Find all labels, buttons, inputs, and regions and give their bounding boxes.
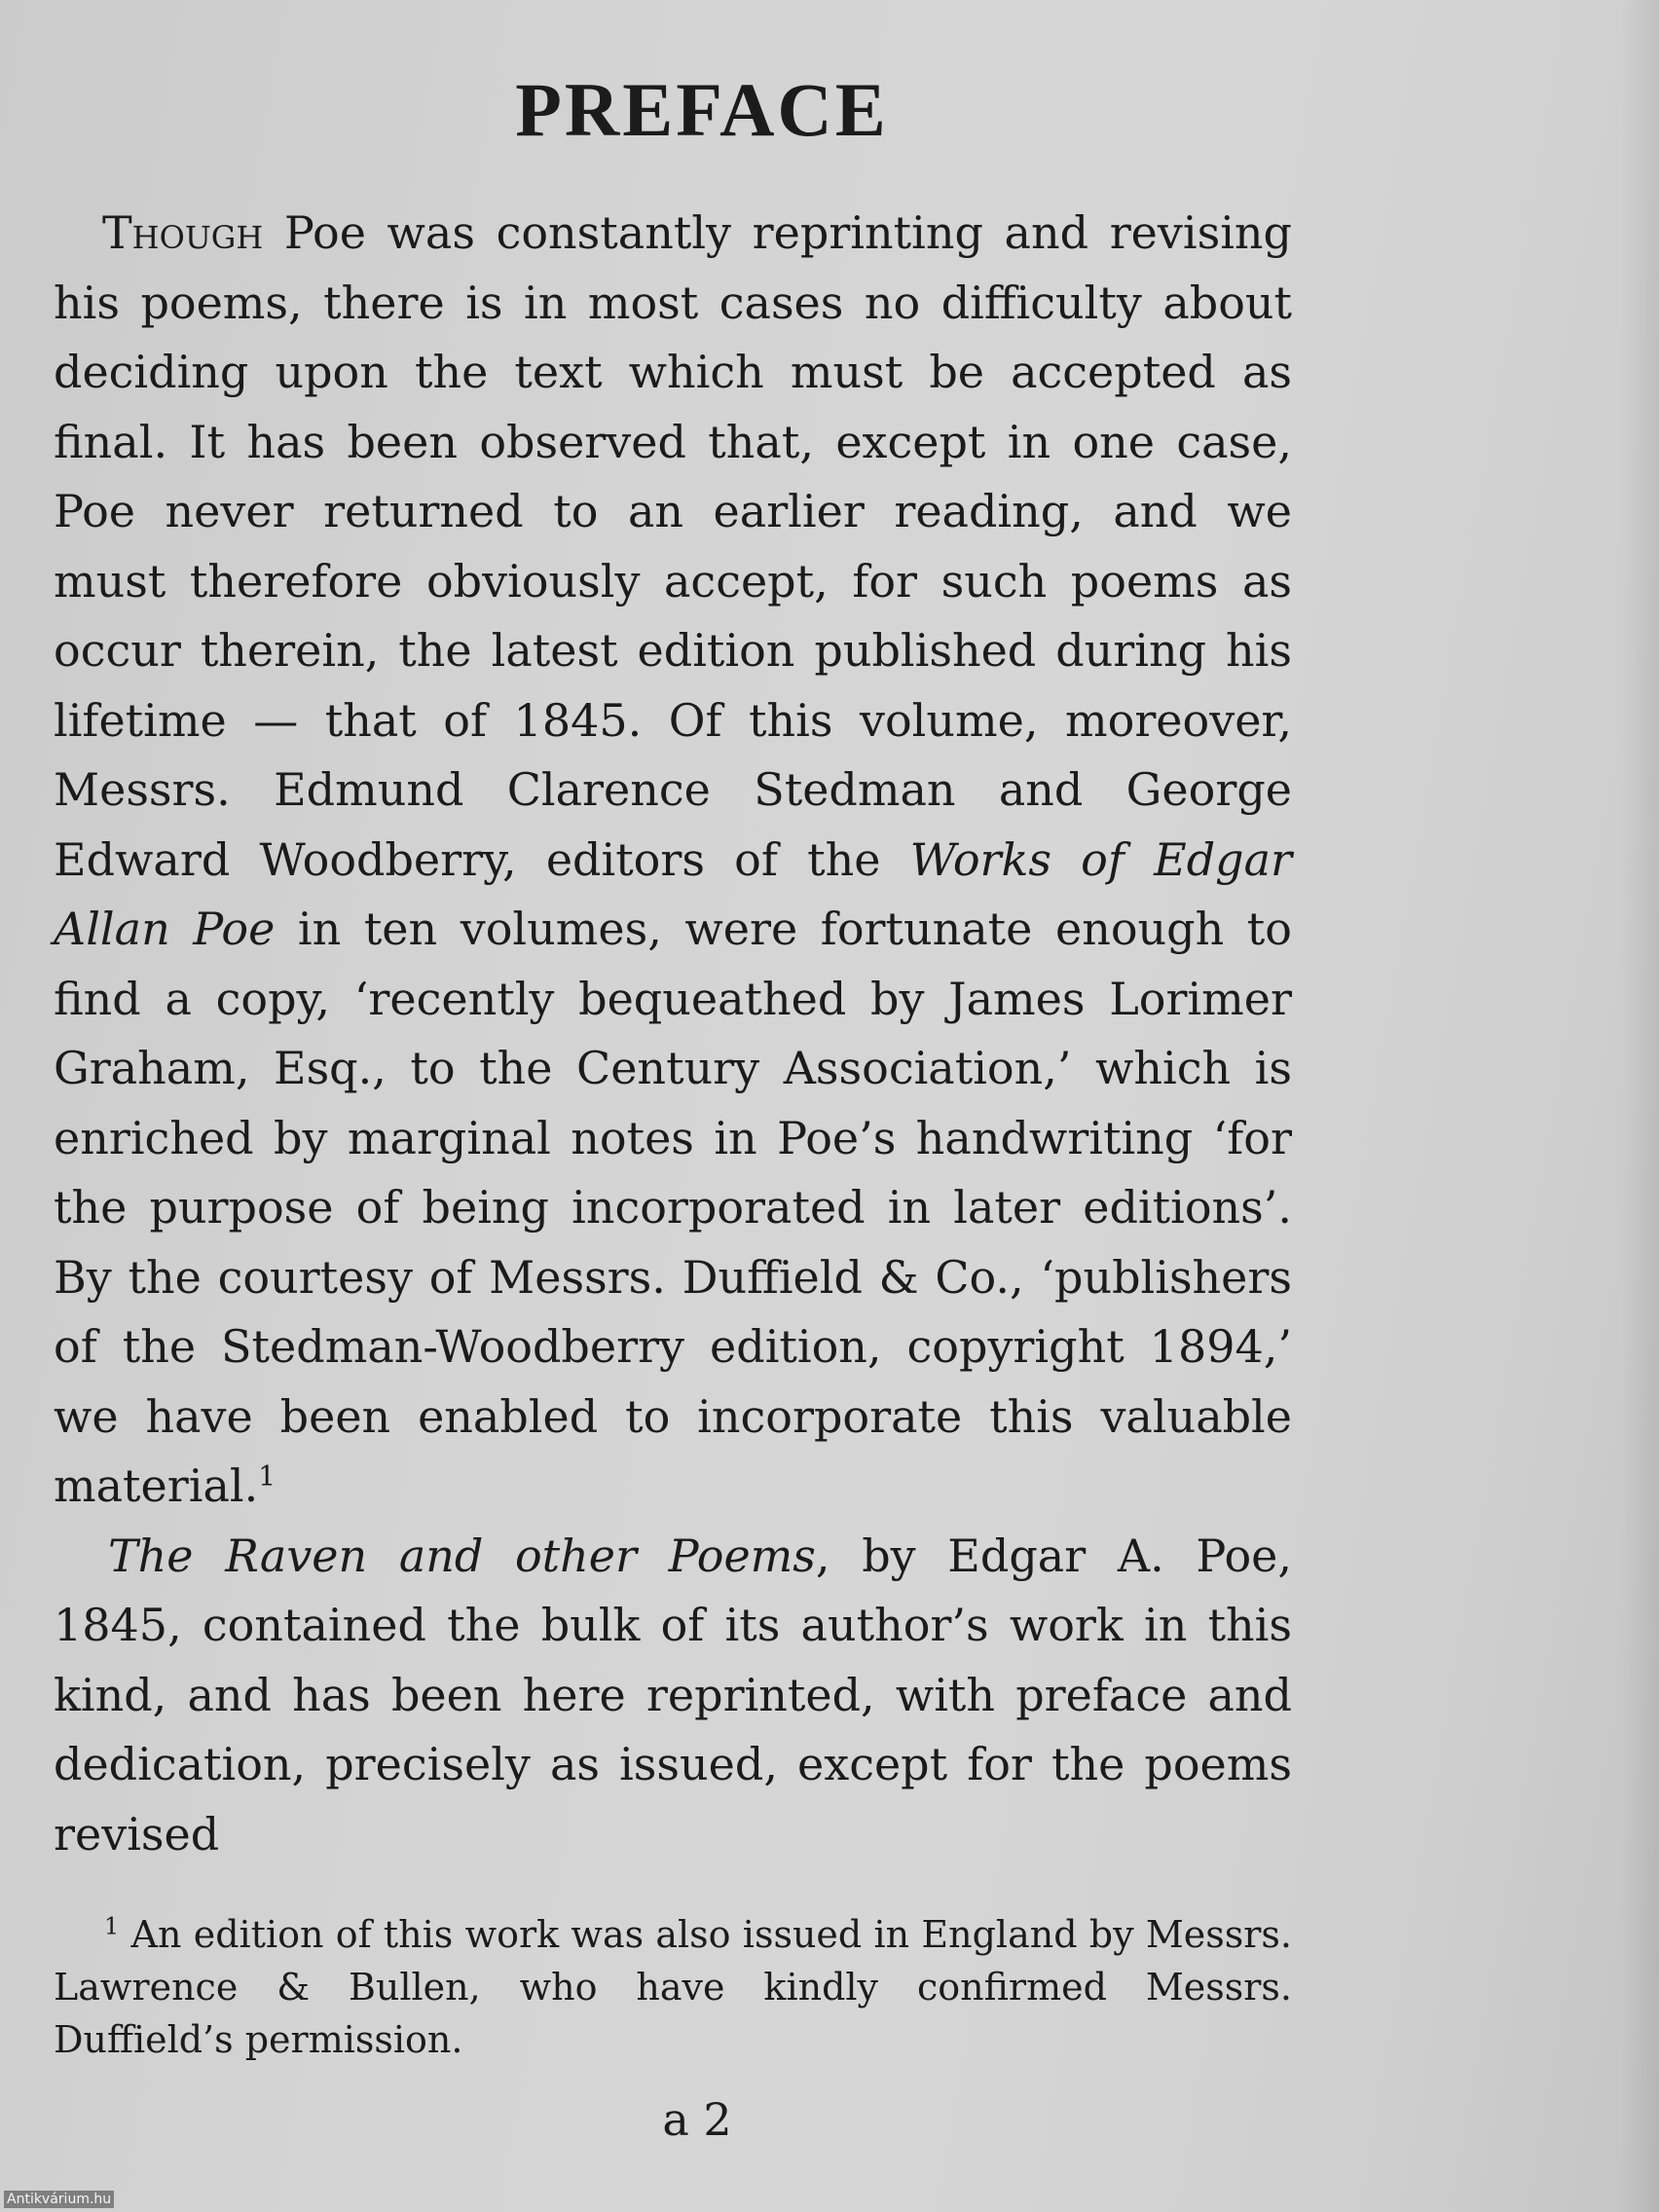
footnote [54, 1908, 1292, 2066]
page-signature: a 2 [662, 2093, 732, 2146]
paragraph-2 [54, 1522, 1292, 1870]
paragraph-1 [54, 199, 1292, 1522]
text-block [54, 39, 1292, 2146]
footnote-text: An edition of this work was also issued in England by Messrs. Lawrence & Bullen, who have kindly confirmed Messrs. Duffield’s permission. [54, 1913, 1292, 2061]
raven-title: The Raven and other Poems [108, 1529, 816, 1582]
page-edge-shadow [1620, 0, 1659, 2212]
footnote-number: 1 [104, 1912, 120, 1940]
paragraph-1-lead: Though [102, 206, 264, 259]
paragraph-1-text-a: Poe was constantly reprinting and revising his poems, there is in most cases no difficulty about deciding upon the text which must be accepted as final. It has been observed that, except in one case, Poe never returned to an earlier reading, and we must therefore obviously accept, for such poems as occur therein, the latest edition published during his lifetime — that of 1845. Of this volume, moreover, Messrs. Edmund Clarence Stedman and George Edward Woodberry, editors of the [54, 206, 1292, 886]
works-title: Works of Edgar Allan Poe [54, 832, 1292, 955]
watermark: Antikvárium.hu [4, 2191, 114, 2208]
paragraph-2-text: , by Edgar A. Poe, 1845, contained the bulk of its author’s work in this kind, and has been here reprinted, with preface and dedication, precisely as issued, except for the poems revised [54, 1529, 1292, 1861]
page-title: PREFACE [515, 67, 889, 152]
footnote-reference[interactable]: 1 [258, 1459, 276, 1493]
paragraph-1-text-b: in ten volumes, were fortunate enough to find a copy, ‘recently bequeathed by James Lorimer Graham, Esq., to the Century Association,’ which is enriched by marginal notes in Poe’s handwriting ‘for the purpose of being incorporated in later editions’. By the courtesy of Messrs. Duffield & Co., ‘publishers of the Stedman-Woodberry edition, copyright 1894,’ we have been enabled to incorporate this valuable material. [54, 903, 1292, 1512]
